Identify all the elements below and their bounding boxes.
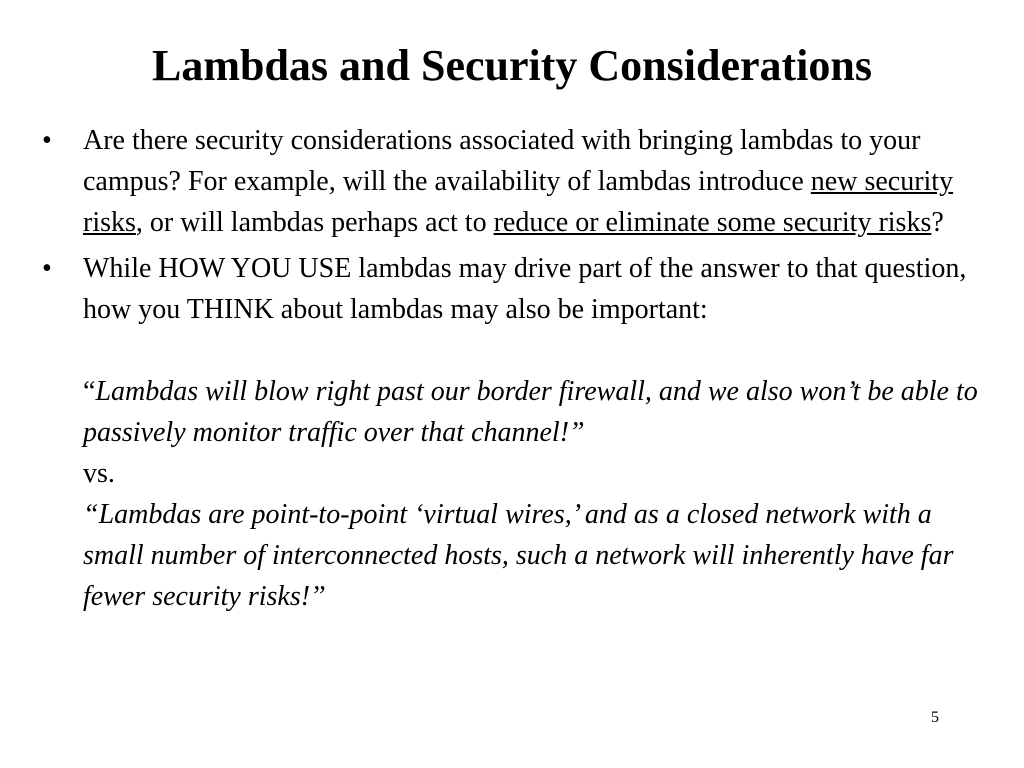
underlined-phrase-new-risks: new security risks (83, 166, 954, 238)
bullet-text: ? (931, 207, 944, 238)
versus-label: vs. (83, 458, 115, 489)
bullet-item-security-question (40, 120, 990, 243)
bullet-text: Are there security considerations associated with bringing lambdas to your campus? For example, will the availability of lambdas introduce (83, 125, 921, 197)
bullet-list (40, 120, 990, 617)
bullet-icon: • (42, 253, 52, 284)
bullet-text: While HOW YOU USE lambdas may drive part of the answer to that question, how you THINK about lambdas may also be important: (83, 253, 967, 325)
bullet-text: , or will lambdas perhaps act to (135, 207, 494, 238)
quote-firewall (83, 371, 990, 453)
quote-firewall-text: Lambdas will blow right past our border firewall, and we also won’t be able to passively monitor traffic over that channel!” (83, 376, 978, 448)
page-number: 5 (931, 709, 939, 726)
underlined-phrase-reduce-risks: reduce or eliminate some security risks (493, 207, 932, 238)
slide-title: Lambdas and Security Considerations (151, 41, 872, 90)
quote-virtual-wires: “Lambdas are point-to-point ‘virtual wires,’ and as a closed network with a small number of interconnected hosts, such a network will inherently have far fewer security risks!” (83, 499, 954, 612)
bullet-icon: • (42, 125, 52, 156)
quote-open-mark: “ (83, 376, 96, 407)
bullet-item-how-you-think (40, 248, 990, 617)
quote-block (83, 371, 990, 617)
